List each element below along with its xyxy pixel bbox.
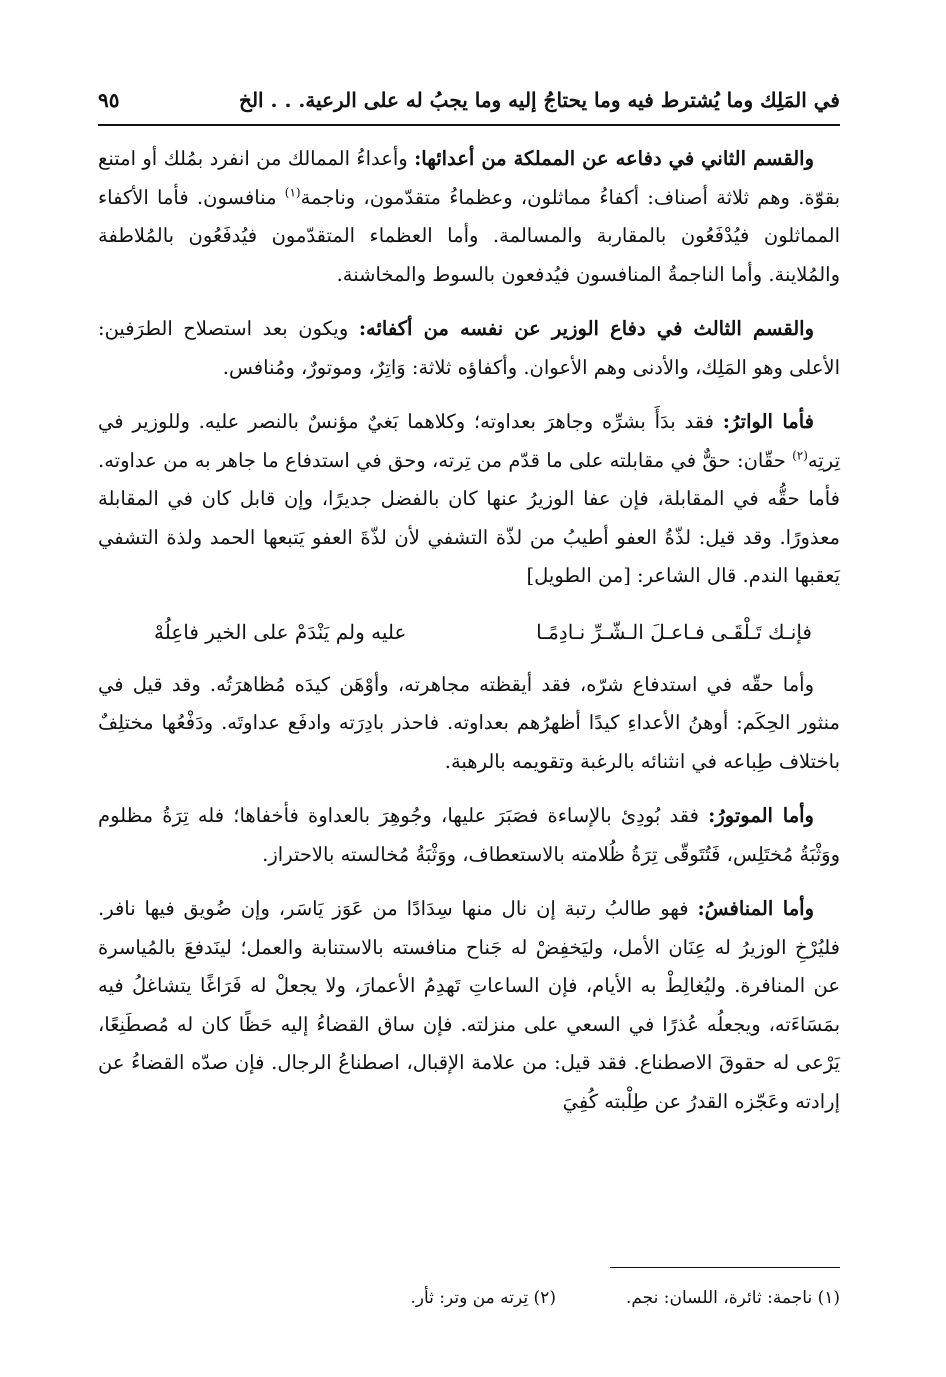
running-title: في المَلِك وما يُشترط فيه وما يحتاجُ إليه وما يجبُ له على الرعية. . . الخ: [239, 88, 840, 112]
footnote-2: (٢) تِرته من وتر: ثأر.: [410, 1288, 556, 1308]
page-body: [98, 140, 840, 1121]
paragraph-text: فهو طالبُ رتبة إن نال منها سِدَادًا من عَوَز يَاسَر، وإن ضُويق فيها نافر. فليُرْخِ الوزيرُ له عِنَان الأمل، وليَخفِضْ له جَناح منافسته بالاستنابة والعمل؛ لينَدفعَ بالمُياسرة عن المنافرة. وليُغالِطْ به الأيام، فإن الساعاتِ تَهدِمُ الأعمارَ، ولا يجعلْ له فَرَاغًا يتشاغلُ فيه بمَسَاءَته، ويجعلُه عُذرًا في السعي على منزلته. فإن ساق القضاءُ إليه حَظًا كان له مُصطَنِعًا، يَرْعى له حقوقَ الاصطناع. فقد قيل: من علامة الإقبال، اصطناعُ الرجال. فإن صدّه القضاءُ عن إرادته وعَجّزه القدرُ عن طِلْبته كُفِيَ: [98, 897, 840, 1113]
page-header: [98, 84, 840, 126]
verse-second-hemistich: عليه ولم يَنْدَمْ على الخير فاعِلُهْ: [154, 619, 407, 644]
document-page: [98, 84, 840, 1137]
section-heading: والقسم الثاني في دفاعه عن المملكة من أعدائها:: [414, 147, 814, 170]
paragraph-munafis: [98, 890, 840, 1121]
paragraph-second-section: [98, 140, 840, 294]
poetry-verse: [154, 612, 812, 652]
paragraph-text: فقد بُودِئ بالإساءة فصَبَرَ عليها، وجُوهِرَ بالعداوة فأخفاها؛ فله تِرَةُ مظلوم ووَثْبَةُ مُختَلِس، فَتُتَوقّى تِرَةُ ظُلامته بالاستعطاف، ووَثْبَةُ مُخالسته بالاحتراز.: [98, 804, 840, 866]
paragraph-text: ويكون بعد استصلاح الطرَفين: الأعلى وهو المَلِك، والأدنى وهم الأعوان. وأكفاؤه ثلاثة: وَاتِرٌ، وموتورٌ، ومُنافس.: [98, 317, 840, 379]
footnote-ref: (١): [284, 185, 301, 199]
verse-first-hemistich: فإنـك تَـلْقَـى فـاعـلَ الـشّـرِّ نـادِمًـا: [536, 619, 812, 644]
paragraph-watir: [98, 403, 840, 596]
paragraph-text: وأعداءُ الممالك من انفرد بمُلك أو امتنع بقوّة. وهم ثلاثة أصناف: أكفاءُ مماثلون، وعظماءُ متقدّمون، وناجمة: [98, 147, 841, 209]
section-heading: وأما الموتورُ:: [708, 804, 814, 827]
paragraph-mawtur: [98, 797, 840, 874]
paragraph-text: منافسون. فأما الأكفاء المماثلون فيُدْفَعُون بالمقاربة والمسالمة. وأما العظماء المتقدّمون فيُدفَعُون بالمُلاطفة والمُلاينة. وأما الناجمةُ المنافسون فيُدفعون بالسوط والمخاشنة.: [98, 185, 840, 286]
section-heading: وأما المنافسُ:: [697, 897, 814, 920]
paragraph-text: حقّان: حقٌّ في مقابلته على ما قدّم من تِرته، وحق في استدفاع ما جاهر به من عداوته. فأما حقُّه في المقابلة، فإن عفا الوزيرُ عنها كان بالفضل جديرًا، وإن قابل كان في المقابلة معذورًا. وقد قيل: لذّةُ العفو أطيبُ من لذّة التشفي لأن لذّةَ العفو يَتبعها الحمد ولذة التشفي يَعقبها الندم. قال الشاعر: [من الطويل]: [98, 448, 840, 587]
page-number: ٩٥: [98, 88, 120, 112]
paragraph-third-section: [98, 310, 840, 387]
section-heading: فأما الواترُ:: [722, 410, 814, 433]
footnotes: [98, 1284, 840, 1312]
footnote-divider: [610, 1267, 840, 1268]
paragraph-text: وأما حقّه في استدفاع شرّه، فقد أيقظته مجاهرته، وأوْهَن كيدَه مُظاهرَتُه. وقد قيل في منثور الحِكَم: أوهنُ الأعداءِ كيدًا أظهرُهم بعداوته. فاحذر بادِرَته وادفَع عداوتَه. ودَفْعُها مختلِفٌ باختلاف طِباعه في انثنائه بالرغبة وتقويمه بالرهبة.: [98, 672, 840, 773]
section-heading: والقسم الثالث في دفاع الوزير عن نفسه من أكفائه:: [358, 317, 814, 340]
paragraph-text: فقد بدَأَ بشرِّه وجاهرَ بعداوته؛ وكلاهما بَغيٌ مؤنسٌ بالنصر عليه. وللوزير في تِرتِه: [98, 410, 840, 472]
footnote-ref: (٢): [792, 448, 808, 462]
footnote-1: (١) ناجمة: ثائرة، اللسان: نجم.: [625, 1288, 840, 1308]
paragraph-istidfa: [98, 666, 840, 782]
